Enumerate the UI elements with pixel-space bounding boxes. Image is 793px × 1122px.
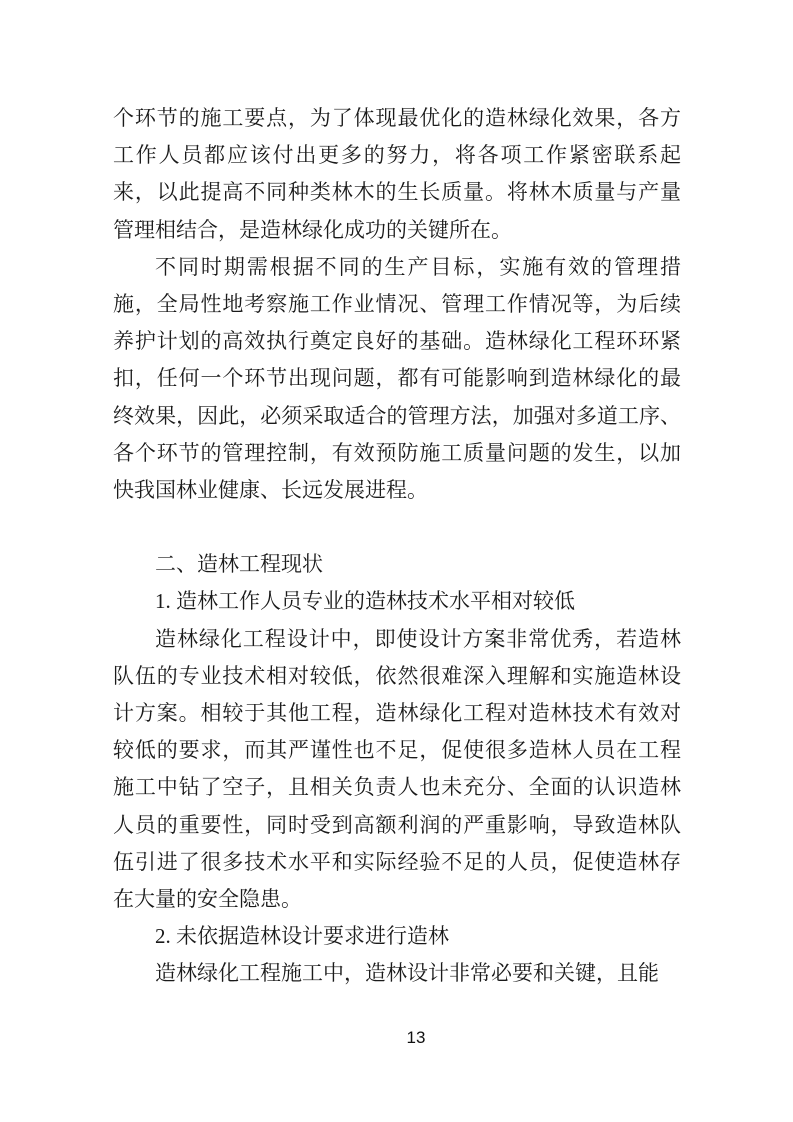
text-line: 人员的重要性，同时受到高额利润的严重影响，导致造林队 (113, 812, 681, 837)
text-line: 管理相结合，是造林绿化成功的关键所在。 (113, 217, 512, 242)
text-line: 扣，任何一个环节出现问题，都有可能影响到造林绿化的最 (113, 366, 681, 391)
text-line: 队伍的专业技术相对较低，依然很难深入理解和实施造林设 (113, 663, 681, 688)
text-line: 施，全局性地考察施工作业情况、管理工作情况等，为后续 (113, 291, 681, 316)
heading-paragraph (113, 583, 681, 620)
text-line: 造林绿化工程设计中，即使设计方案非常优秀，若造林 (155, 626, 681, 651)
text-line: 在大量的安全隐患。 (113, 886, 302, 911)
text-line: 来，以此提高不同种类林木的生长质量。将林木质量与产量 (113, 180, 681, 205)
text-line: 各个环节的管理控制，有效预防施工质量问题的发生，以加 (113, 440, 681, 465)
text-line: 不同时期需根据不同的生产目标，实施有效的管理措 (155, 254, 681, 279)
body-paragraph (113, 249, 681, 509)
body-paragraph (113, 621, 681, 919)
heading-line: 1. 造林工作人员专业的造林技术水平相对较低 (155, 589, 575, 614)
text-line: 计方案。相较于其他工程，造林绿化工程对造林技术有效对 (113, 701, 681, 725)
page-number: 13 (406, 1028, 426, 1047)
text-block (113, 100, 681, 993)
heading-paragraph (113, 918, 681, 955)
body-paragraph (113, 100, 681, 249)
text-line: 终效果，因此，必须采取适合的管理方法，加强对多道工序、 (113, 403, 681, 428)
text-line: 伍引进了很多技术水平和实际经验不足的人员，促使造林存 (113, 849, 681, 874)
text-line: 工作人员都应该付出更多的努力，将各项工作紧密联系起 (113, 143, 681, 168)
text-line: 养护计划的高效执行奠定良好的基础。造林绿化工程环环紧 (113, 329, 681, 354)
heading-line: 2. 未依据造林设计要求进行造林 (155, 924, 449, 949)
text-line: 施工中钻了空子，且相关负责人也未充分、全面的认识造林 (113, 775, 681, 800)
body-paragraph (113, 955, 681, 992)
text-line: 较低的要求，而其严谨性也不足，促使很多造林人员在工程 (113, 738, 681, 763)
text-line: 个环节的施工要点，为了体现最优化的造林绿化效果，各方 (113, 106, 681, 130)
text-line: 快我国林业健康、长远发展进程。 (113, 477, 428, 502)
text-line: 造林绿化工程施工中，造林设计非常必要和关键，且能 (155, 961, 659, 986)
heading-paragraph (113, 546, 681, 583)
heading-line: 二、造林工程现状 (155, 552, 323, 577)
